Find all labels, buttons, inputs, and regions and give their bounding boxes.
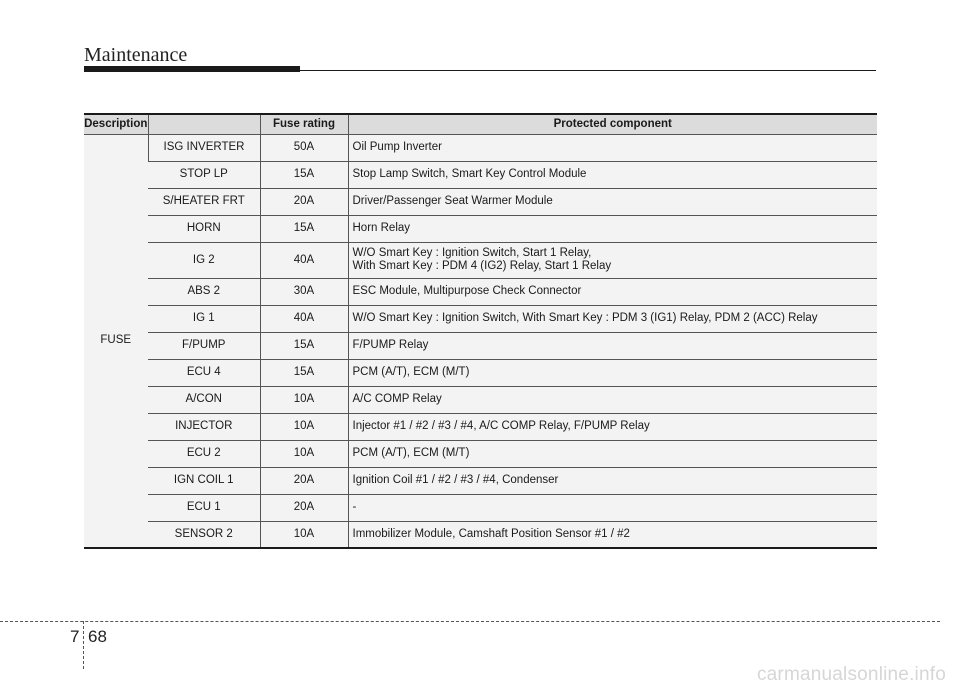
fuse-name-cell: IGN COIL 1 [148,467,260,494]
table-row [84,242,877,278]
fuse-name-cell: ABS 2 [148,278,260,305]
component-text: PCM (A/T), ECM (M/T) [352,366,470,378]
table-row [84,521,877,548]
protected-component-cell [348,242,877,278]
component-text: Injector #1 / #2 / #3 / #4, A/C COMP Relay, F/PUMP Relay [352,420,650,432]
page-section-title: Maintenance [84,44,188,66]
fuse-name-cell: SENSOR 2 [148,521,260,548]
fuse-name-cell: ECU 2 [148,440,260,467]
fuse-rating-cell: 15A [260,359,348,386]
fuse-rating-cell: 15A [260,215,348,242]
fuse-rating-cell: 50A [260,134,348,161]
protected-component-cell [348,215,877,242]
fuse-name-cell: IG 1 [148,305,260,332]
table-row [84,440,877,467]
component-text: F/PUMP Relay [352,339,429,351]
table-row [84,413,877,440]
fuse-name-cell: ISG INVERTER [148,134,260,161]
table-row [84,332,877,359]
footer-rule [0,621,940,622]
fuse-name-cell: ECU 4 [148,359,260,386]
protected-component-cell [348,278,877,305]
component-text: - [352,501,357,513]
fuse-rating-cell: 10A [260,413,348,440]
component-text: Horn Relay [352,222,411,234]
fuse-name-cell: INJECTOR [148,413,260,440]
component-text: W/O Smart Key : Ignition Switch, With Smart Key : PDM 3 (IG1) Relay, PDM 2 (ACC) Relay [352,312,818,324]
fuse-rating-cell: 15A [260,332,348,359]
fuse-rating-cell: 10A [260,440,348,467]
component-text: Oil Pump Inverter [352,141,442,153]
header-accent-bar [84,66,300,72]
protected-component-cell [348,521,877,548]
protected-component-cell [348,332,877,359]
fuse-name-cell: A/CON [148,386,260,413]
fuse-rating-cell: 30A [260,278,348,305]
component-text: Driver/Passenger Seat Warmer Module [352,195,553,207]
table-row [84,494,877,521]
fuse-name-cell: S/HEATER FRT [148,188,260,215]
protected-component-cell [348,440,877,467]
fuse-rating-cell: 40A [260,305,348,332]
fuse-name-cell: STOP LP [148,161,260,188]
protected-component-cell [348,494,877,521]
component-text: ESC Module, Multipurpose Check Connector [352,285,582,297]
table-row [84,134,877,161]
protected-component-cell [348,188,877,215]
table-row [84,278,877,305]
footer-divider [83,621,84,669]
chapter-number: 7 [70,627,80,646]
component-text: With Smart Key : PDM 4 (IG2) Relay, Start 1 Relay [352,260,612,272]
column-header-protected-component: Protected component [348,114,877,134]
column-header-description: Description [84,114,148,134]
fuse-name-cell: IG 2 [148,242,260,278]
category-cell: FUSE [84,134,148,548]
component-text: PCM (A/T), ECM (M/T) [352,447,470,459]
protected-component-cell [348,161,877,188]
fuse-rating-cell: 40A [260,242,348,278]
component-text: Immobilizer Module, Camshaft Position Sensor #1 / #2 [352,527,630,540]
component-text: Stop Lamp Switch, Smart Key Control Module [352,168,587,180]
fuse-name-cell: ECU 1 [148,494,260,521]
fuse-table-body [84,134,877,548]
column-header-fuse-name [148,114,260,134]
page-number: 68 [88,627,107,646]
table-row [84,359,877,386]
protected-component-cell [348,386,877,413]
table-row [84,386,877,413]
component-text: Ignition Coil #1 / #2 / #3 / #4, Condenser [352,474,559,486]
protected-component-cell [348,134,877,161]
fuse-rating-cell: 10A [260,386,348,413]
watermark-text: carmanualsonline.info [756,664,946,685]
protected-component-cell [348,305,877,332]
table-row [84,305,877,332]
table-row [84,161,877,188]
table-row [84,188,877,215]
protected-component-cell [348,359,877,386]
component-text: A/C COMP Relay [352,393,442,405]
fuse-name-cell: F/PUMP [148,332,260,359]
fuse-table [84,113,877,549]
fuse-rating-cell: 20A [260,494,348,521]
fuse-rating-cell: 15A [260,161,348,188]
fuse-rating-cell: 10A [260,521,348,548]
table-header-row [84,114,877,134]
fuse-rating-cell: 20A [260,188,348,215]
fuse-name-cell: HORN [148,215,260,242]
fuse-rating-cell: 20A [260,467,348,494]
protected-component-cell [348,413,877,440]
protected-component-cell [348,467,877,494]
table-row [84,467,877,494]
header-rule [84,70,876,71]
column-header-fuse-rating: Fuse rating [260,114,348,134]
component-text: W/O Smart Key : Ignition Switch, Start 1 Relay, [352,247,592,259]
table-row [84,215,877,242]
